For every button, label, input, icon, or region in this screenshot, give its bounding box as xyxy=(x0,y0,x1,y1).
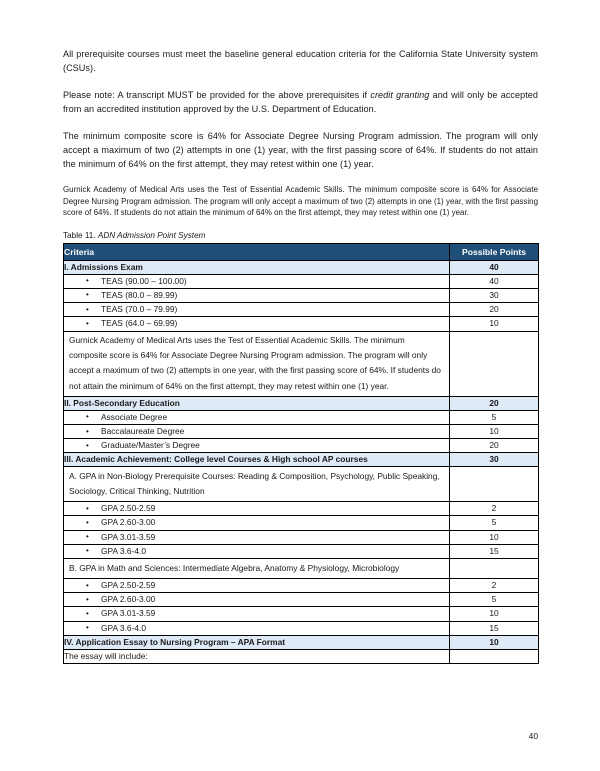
cell-possible-points: 40 xyxy=(450,274,539,288)
table-row xyxy=(64,544,539,558)
cell-criteria: B. GPA in Math and Sciences: Intermediate Algebra, Anatomy & Physiology, Microbiology xyxy=(64,558,450,578)
cell-criteria xyxy=(64,425,450,439)
bullet-icon xyxy=(69,579,101,592)
text-run: and will only be accepted from an accredited institution approved by the U.S. Department of Education. xyxy=(63,89,538,115)
table-row xyxy=(64,516,539,530)
table-body xyxy=(64,260,539,663)
table-row xyxy=(64,579,539,593)
cell-possible-points: 10 xyxy=(450,317,539,331)
cell-possible-points xyxy=(450,467,539,502)
cell-criteria-text: Associate Degree xyxy=(101,411,168,422)
table-row xyxy=(64,303,539,317)
table-row xyxy=(64,593,539,607)
bullet-icon xyxy=(69,607,101,620)
text-run: credit granting xyxy=(370,89,430,100)
cell-criteria xyxy=(64,274,450,288)
table-head xyxy=(64,243,539,260)
page-number: 40 xyxy=(528,731,538,741)
paragraph-composite-score xyxy=(63,129,538,172)
cell-possible-points: 10 xyxy=(450,607,539,621)
cell-possible-points: 5 xyxy=(450,593,539,607)
cell-criteria-text: TEAS (64.0 – 69.99) xyxy=(101,318,178,329)
cell-criteria: III. Academic Achievement: College level Courses & High school AP courses xyxy=(64,453,450,467)
cell-criteria-text: GPA 3.01-3.59 xyxy=(101,531,156,542)
cell-criteria xyxy=(64,579,450,593)
cell-criteria: IV. Application Essay to Nursing Program – APA Format xyxy=(64,635,450,649)
cell-criteria: I. Admissions Exam xyxy=(64,260,450,274)
cell-criteria xyxy=(64,607,450,621)
bullet-icon xyxy=(69,502,101,515)
cell-criteria-text: Graduate/Master’s Degree xyxy=(101,440,200,451)
cell-possible-points xyxy=(450,649,539,663)
cell-criteria xyxy=(64,544,450,558)
cell-possible-points: 5 xyxy=(450,516,539,530)
adn-admission-point-table xyxy=(63,243,539,664)
bullet-icon xyxy=(69,425,101,438)
cell-possible-points: 30 xyxy=(450,453,539,467)
cell-criteria-text: GPA 3.01-3.59 xyxy=(101,608,156,619)
table-caption-label: Table 11. xyxy=(63,230,96,240)
paragraph-transcript-note xyxy=(63,88,538,116)
table-row xyxy=(64,425,539,439)
cell-criteria-text: GPA 2.60-3.00 xyxy=(101,517,156,528)
cell-possible-points: 10 xyxy=(450,530,539,544)
paragraph-prereq-csu xyxy=(63,47,538,75)
column-header-criteria: Criteria xyxy=(64,243,450,260)
text-run: The minimum composite score is 64% for Associate Degree Nursing Program admission. The program will only accept a maximum of two (2) attempts in one (1) year, with the first passing score of 64%. If students do not attain the minimum of 64% on the first attempt, they may retest within one (1) year. xyxy=(63,130,538,170)
table-row xyxy=(64,607,539,621)
cell-possible-points: 5 xyxy=(450,410,539,424)
cell-criteria: Gurnick Academy of Medical Arts uses the Test of Essential Academic Skills. The minimum composite score is 64% for Associate Degree Nursing Program admission. The program will only accept a maximum of two (2) attempts in one year, with the first passing score of 64%. If students do not attain the minimum of 64% on the first attempt, they may retest within one (1) year. xyxy=(64,331,450,396)
cell-possible-points: 15 xyxy=(450,544,539,558)
table-section-row xyxy=(64,635,539,649)
cell-criteria-text: GPA 3.6-4.0 xyxy=(101,545,147,556)
cell-possible-points: 20 xyxy=(450,439,539,453)
table-row xyxy=(64,331,539,396)
cell-criteria xyxy=(64,303,450,317)
table-row xyxy=(64,317,539,331)
bullet-icon xyxy=(69,531,101,544)
cell-criteria-text: TEAS (90.00 – 100.00) xyxy=(101,275,187,286)
cell-possible-points: 10 xyxy=(450,425,539,439)
cell-possible-points: 20 xyxy=(450,396,539,410)
table-row xyxy=(64,558,539,578)
text-run: All prerequisite courses must meet the baseline general education criteria for the California State University system (CSUs). xyxy=(63,49,538,74)
table-row xyxy=(64,621,539,635)
cell-possible-points: 20 xyxy=(450,303,539,317)
cell-criteria-text: GPA 3.6-4.0 xyxy=(101,622,147,633)
cell-possible-points: 10 xyxy=(450,635,539,649)
cell-criteria xyxy=(64,530,450,544)
cell-criteria: The essay will include: xyxy=(64,649,450,663)
table-row xyxy=(64,530,539,544)
bullet-icon xyxy=(69,275,101,288)
cell-possible-points: 2 xyxy=(450,502,539,516)
cell-criteria xyxy=(64,502,450,516)
cell-criteria-text: TEAS (70.0 – 79.99) xyxy=(101,304,178,315)
table-section-row xyxy=(64,260,539,274)
bullet-icon xyxy=(69,545,101,558)
cell-criteria xyxy=(64,410,450,424)
table-section-row xyxy=(64,396,539,410)
text-run: Gurnick Academy of Medical Arts uses the Test of Essential Academic Skills. The minimum composite score is 64% for Associate Degree Nursing Program admission. The program will only accept a maximum of two (2) attempts in one (1) year, with the first passing score of 64%. If students do not attain the minimum of 64% on the first attempt, they may retest within one (1) year. xyxy=(63,184,538,218)
bullet-icon xyxy=(69,439,101,452)
table-row xyxy=(64,467,539,502)
cell-possible-points: 30 xyxy=(450,288,539,302)
bullet-icon xyxy=(69,516,101,529)
bullet-icon xyxy=(69,303,101,316)
cell-criteria xyxy=(64,621,450,635)
table-row xyxy=(64,410,539,424)
text-run: Please note: A transcript MUST be provided for the above prerequisites if xyxy=(63,89,371,100)
table-section-row xyxy=(64,453,539,467)
cell-criteria xyxy=(64,593,450,607)
cell-criteria: II. Post-Secondary Education xyxy=(64,396,450,410)
column-header-possible-points: Possible Points xyxy=(450,243,539,260)
cell-possible-points: 15 xyxy=(450,621,539,635)
cell-criteria xyxy=(64,439,450,453)
table-row xyxy=(64,649,539,663)
paragraph-gurnick-teas xyxy=(63,184,538,219)
table-row xyxy=(64,288,539,302)
cell-criteria-text: GPA 2.50-2.59 xyxy=(101,503,156,514)
cell-criteria-text: TEAS (80.0 – 89.99) xyxy=(101,289,178,300)
page-content xyxy=(63,47,538,664)
table-caption xyxy=(63,230,538,241)
table-caption-title: ADN Admission Point System xyxy=(97,230,206,240)
cell-criteria xyxy=(64,317,450,331)
cell-possible-points: 40 xyxy=(450,260,539,274)
cell-criteria: A. GPA in Non-Biology Prerequisite Courses: Reading & Composition, Psychology, Public Speaking, Sociology, Critical Thinking, Nutrition xyxy=(64,467,450,502)
cell-criteria-text: GPA 2.60-3.00 xyxy=(101,594,156,605)
table-row xyxy=(64,274,539,288)
cell-possible-points xyxy=(450,331,539,396)
bullet-icon xyxy=(69,411,101,424)
cell-criteria xyxy=(64,516,450,530)
cell-criteria xyxy=(64,288,450,302)
cell-criteria-text: Baccalaureate Degree xyxy=(101,426,185,437)
cell-possible-points xyxy=(450,558,539,578)
bullet-icon xyxy=(69,622,101,635)
cell-criteria-text: GPA 2.50-2.59 xyxy=(101,580,156,591)
bullet-icon xyxy=(69,593,101,606)
bullet-icon xyxy=(69,317,101,330)
table-row xyxy=(64,439,539,453)
cell-possible-points: 2 xyxy=(450,579,539,593)
table-row xyxy=(64,502,539,516)
paragraph-list xyxy=(63,47,538,219)
bullet-icon xyxy=(69,289,101,302)
table-header-row xyxy=(64,243,539,260)
